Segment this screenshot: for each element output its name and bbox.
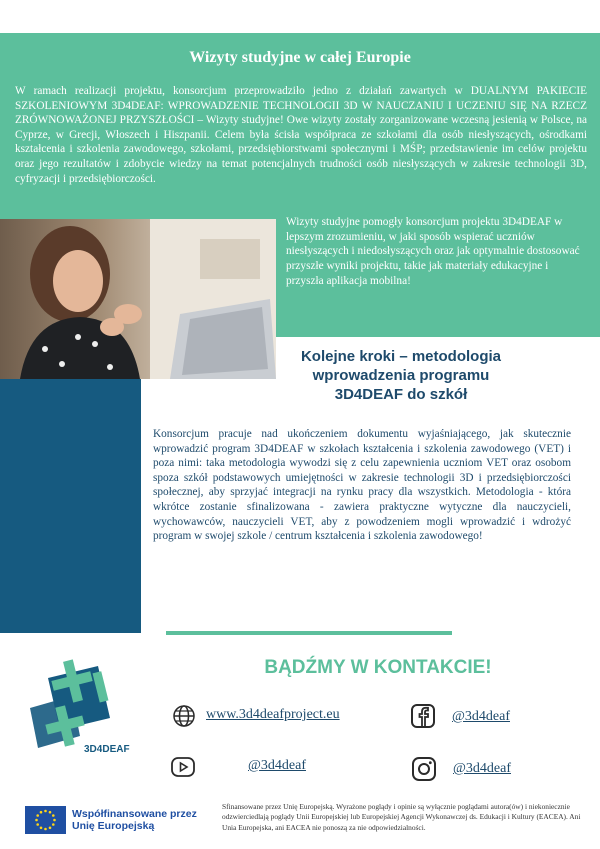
blue-accent-block: [0, 378, 141, 633]
globe-icon: [172, 704, 196, 728]
instagram-icon[interactable]: [411, 756, 437, 782]
page-title: Wizyty studyjne w całej Europie: [189, 49, 411, 66]
instagram-link[interactable]: @3d4deaf: [453, 761, 511, 776]
top-band: [0, 0, 600, 33]
eu-disclaimer: Sfinansowane przez Unię Europejską. Wyrażone poglądy i opinie są wyłącznie poglądami autora(ów) i niekoniecznie odzwierciedlają poglądy Unii Europejskiej lub Europejskiej Agencji Wykonawczej ds. Edukacji i Kultury (EACEA). Ani Unia Europejska, ani EACEA nie ponoszą za nie odpowiedzialności.: [222, 802, 581, 832]
eu-stars: [25, 806, 66, 834]
intro-paragraph: W ramach realizacji projektu, konsorcjum przeprowadziło jedno z działań zawartych w DUALNYM PAKIECIE SZKOLENIOWYM 3D4DEAF: WPROWADZENIE TECHNOLOGII 3D W NAUCZANIU I UCZENIU SIĘ NA RZECZ ZRÓWNOWAŻONEJ PRZYSZŁOŚCI – Wizyty studyjne! Owe wizyty zostały zorganizowane wczesną jesienią w Polsce, na Cyprze, w Grecji, Włoszech i Hiszpanii. Celem była ścisła współpraca ze szkołami dla osób niesłyszących, ośrodkami kształcenia i szkolenia zawodowego, szkołami, przedsiębiorstwami społecznymi i MŚP; przedstawienie im celów projektu oraz jego rezultatów i zdobycie wiedzy na temat potencjalnych trudności osób niesłyszących w zakresie technologii 3D, cyfryzacji i przedsiębiorczości.: [15, 85, 587, 185]
youtube-link[interactable]: @3d4deaf: [248, 758, 306, 773]
contact-title: BĄDŹMY W KONTAKCIE!: [264, 657, 492, 678]
website-link[interactable]: www.3d4deafproject.eu: [206, 707, 340, 722]
logo-mark-icon: [20, 658, 130, 760]
section-divider: [166, 631, 452, 635]
youtube-icon[interactable]: [170, 756, 196, 778]
next-steps-paragraph: Konsorcjum pracuje nad ukończeniem dokumentu wyjaśniającego, jak skutecznie wprowadzić program 3D4DEAF w szkołach kształcenia i szkolenia zawodowego (VET) i poza nimi: taka metodologia wywodzi się z celu zapewnienia uczniom VET oraz osobom spoza szkół podstawowych umiejętności w zakresie technologii 3D i przedsiębiorczości społecznej, aby sprzyjać integracji na rynku pracy dla wszystkich. Metodologia - która wkrótce zostanie sfinalizowana - zawiera praktyczne wytyczne dla nauczycieli, wychowawców, nauczycieli VET, aby z powodzeniem mogli wprowadzić i wdrożyć program w swojej szkole / centrum kształcenia i szkolenia zawodowego!: [153, 428, 571, 543]
next-steps-title: Kolejne kroki – metodologia wprowadzenia programu 3D4DEAF do szkół: [300, 348, 502, 403]
project-logo: [20, 658, 130, 760]
eu-cofunded-label: [72, 808, 202, 832]
eu-label-line2: Unię Europejską: [72, 820, 155, 832]
eu-label-line1: Współfinansowane przez: [72, 808, 197, 820]
facebook-icon[interactable]: [410, 703, 436, 729]
photo-illustration: [0, 219, 276, 379]
facebook-link[interactable]: @3d4deaf: [452, 709, 510, 724]
photo-woman-signing: [0, 219, 276, 379]
visits-paragraph: Wizyty studyjne pomogły konsorcjum projektu 3D4DEAF w lepszym zrozumieniu, w jaki sposób wspierać uczniów niesłyszących i niedosłyszących oraz jak optymalnie dostosować przyszłe wyniki projektu, takie jak materiały edukacyjne i przyszła aplikacja mobilna!: [286, 216, 580, 287]
eu-flag-icon: [25, 806, 66, 834]
logo-text: 3D4DEAF: [84, 744, 130, 755]
